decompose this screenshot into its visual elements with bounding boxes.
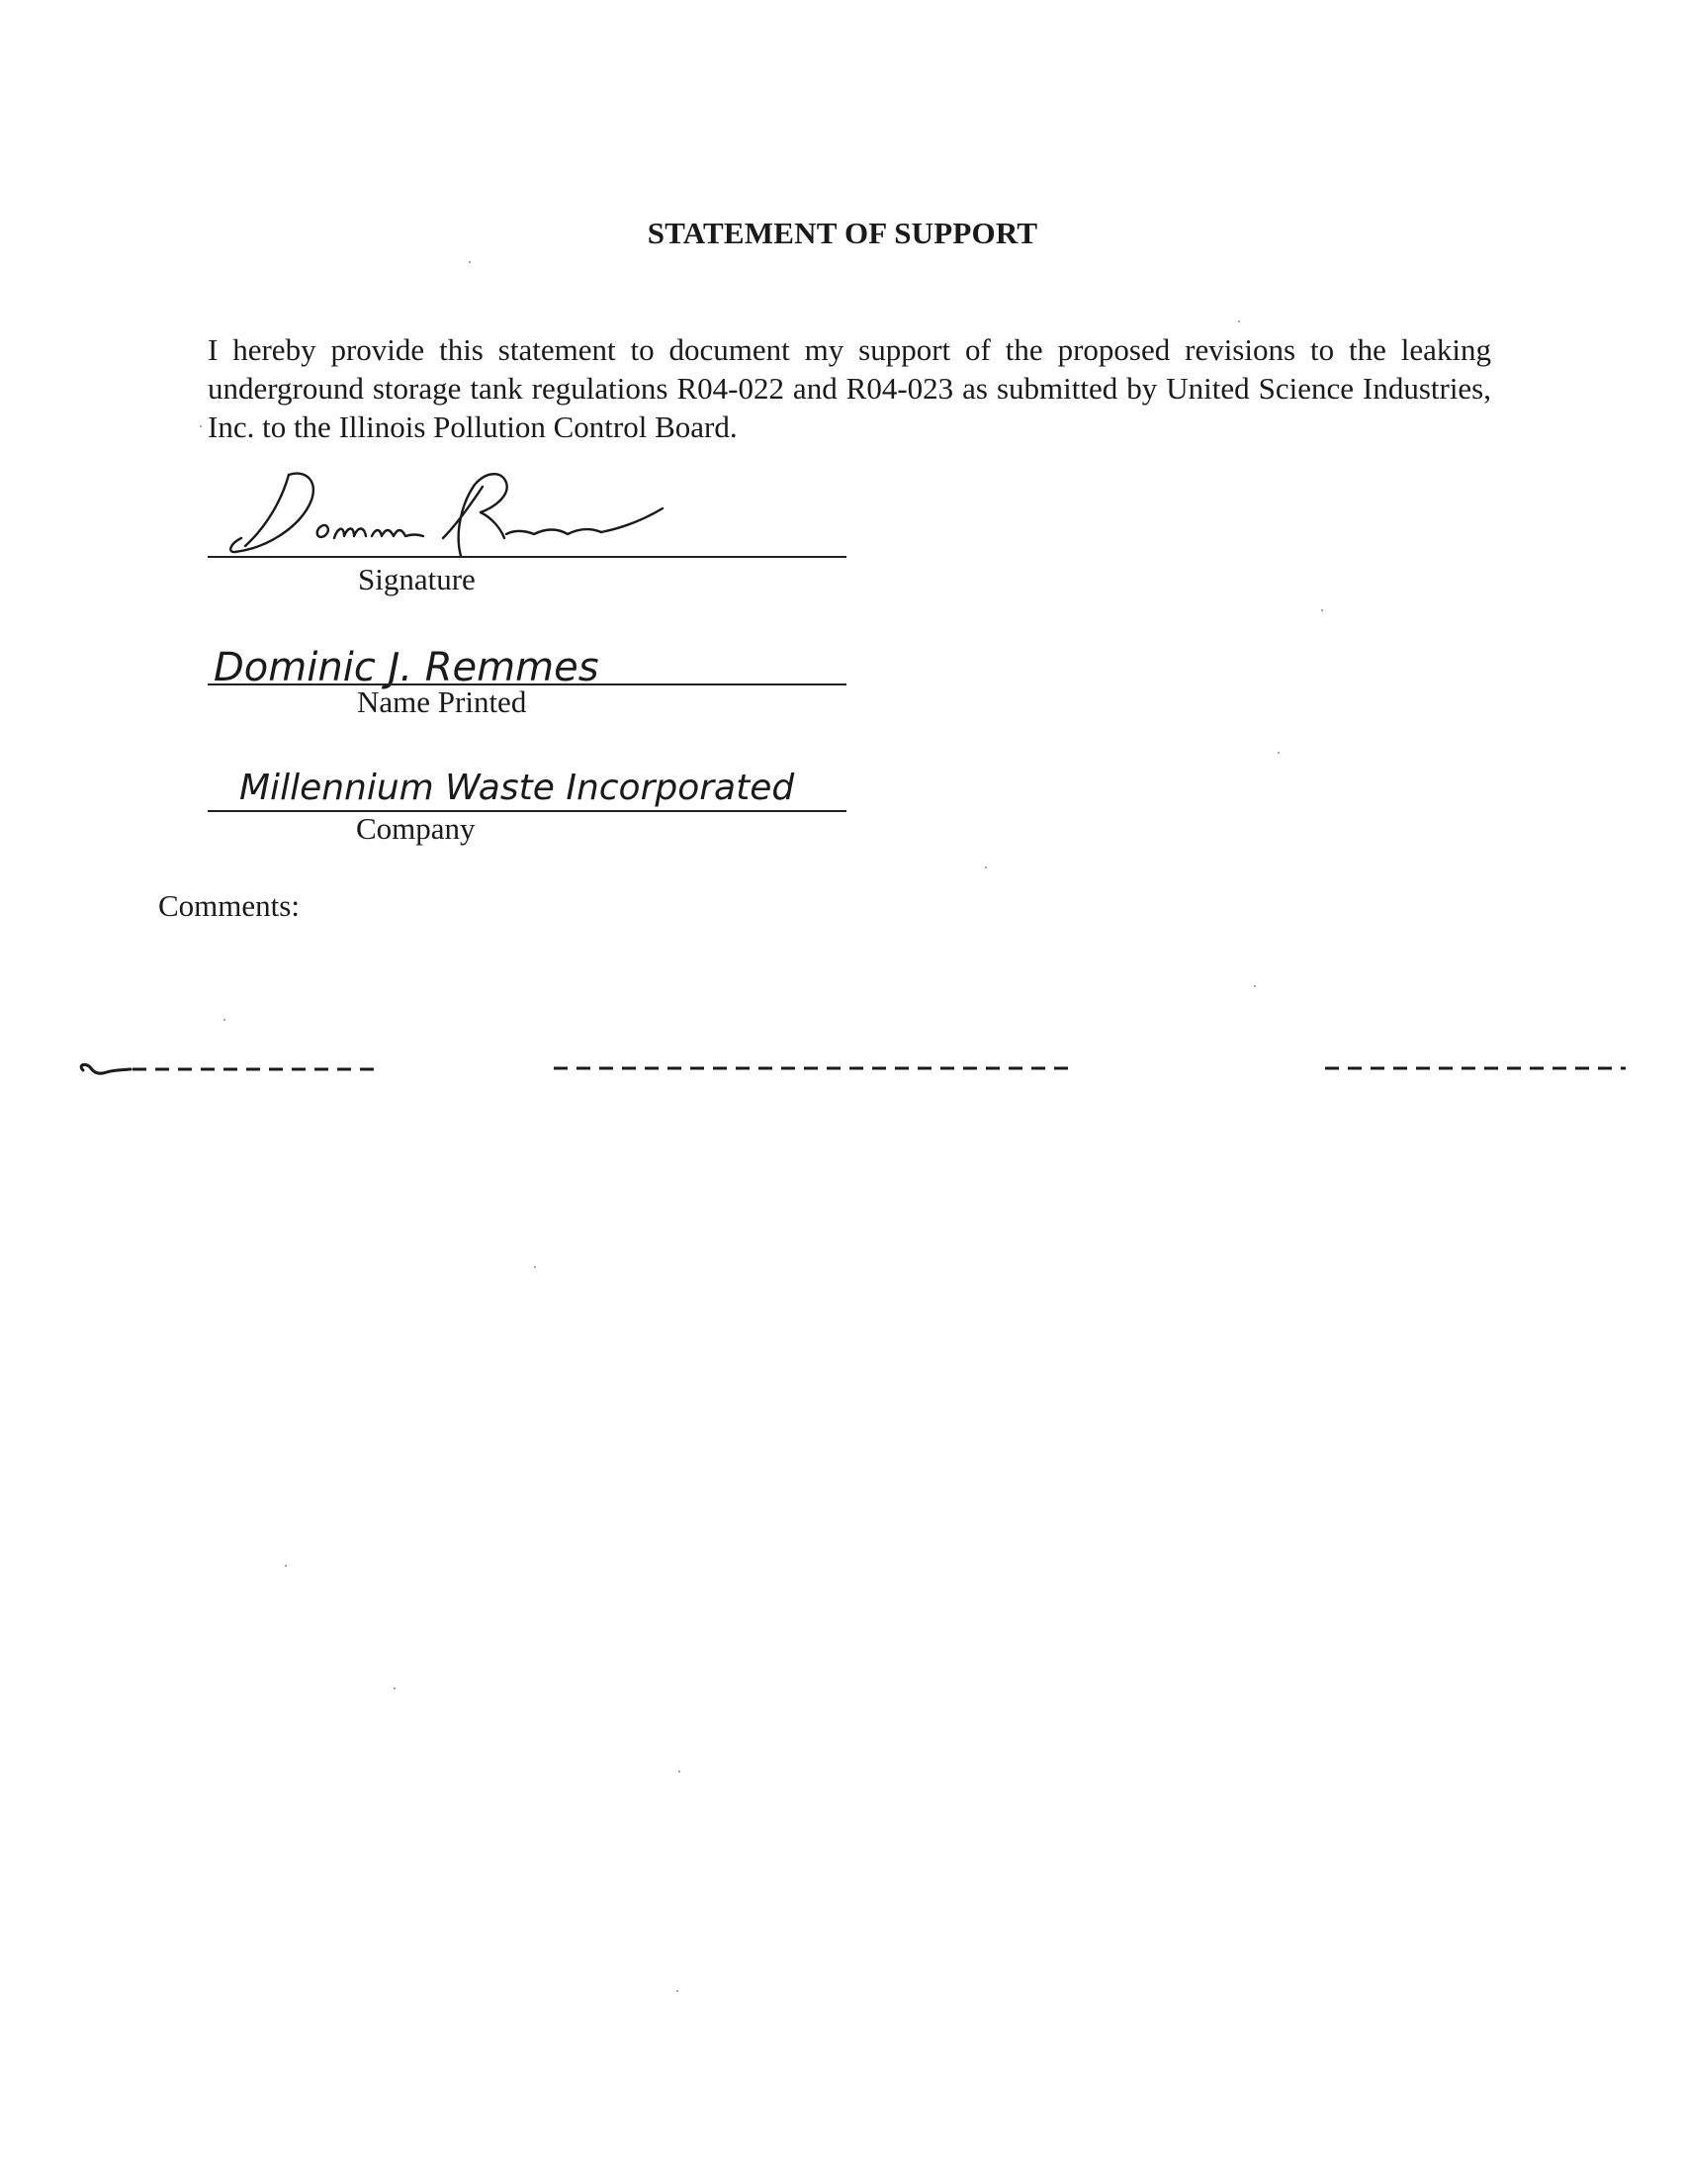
scan-speck	[285, 1565, 287, 1567]
handwritten-company-text: Millennium Waste Incorporated	[239, 768, 795, 808]
signature-line	[208, 556, 846, 558]
name-printed-field	[208, 621, 846, 720]
scan-speck	[676, 1990, 678, 1992]
company-field	[208, 752, 846, 851]
scan-speck	[223, 1019, 225, 1021]
scan-speck	[394, 1687, 396, 1689]
dashed-line-right	[1325, 1058, 1641, 1078]
signature-label: Signature	[358, 562, 476, 596]
scan-speck	[985, 866, 987, 868]
handwritten-company	[227, 754, 900, 813]
scan-speck	[534, 1266, 536, 1268]
scan-speck	[200, 425, 202, 427]
dashed-line-left	[73, 1058, 390, 1088]
name-printed-label: Name Printed	[357, 684, 527, 719]
scan-speck	[1254, 985, 1256, 987]
scan-speck	[1238, 320, 1240, 322]
comments-label: Comments:	[158, 888, 300, 923]
company-line	[208, 810, 846, 812]
signature-field	[208, 465, 846, 596]
document-title: STATEMENT OF SUPPORT	[647, 216, 1038, 250]
handwritten-signature	[227, 465, 860, 559]
company-label: Company	[356, 811, 476, 846]
handwritten-name-text: Dominic J. Remmes	[214, 645, 599, 690]
scan-speck	[1321, 609, 1323, 611]
scan-speck	[1278, 752, 1280, 754]
statement-paragraph: I hereby provide this statement to document my support of the proposed revisions to the leaking underground storage tank regulations R04-022 and R04-023 as submitted by United Science Industries, Inc. to the Illinois Pollution Control Board.	[208, 332, 1491, 444]
dashed-line-center	[554, 1058, 1088, 1078]
handwritten-name	[208, 629, 663, 690]
scan-speck	[469, 261, 471, 263]
scan-speck	[678, 1771, 680, 1773]
name-printed-line	[208, 683, 846, 685]
